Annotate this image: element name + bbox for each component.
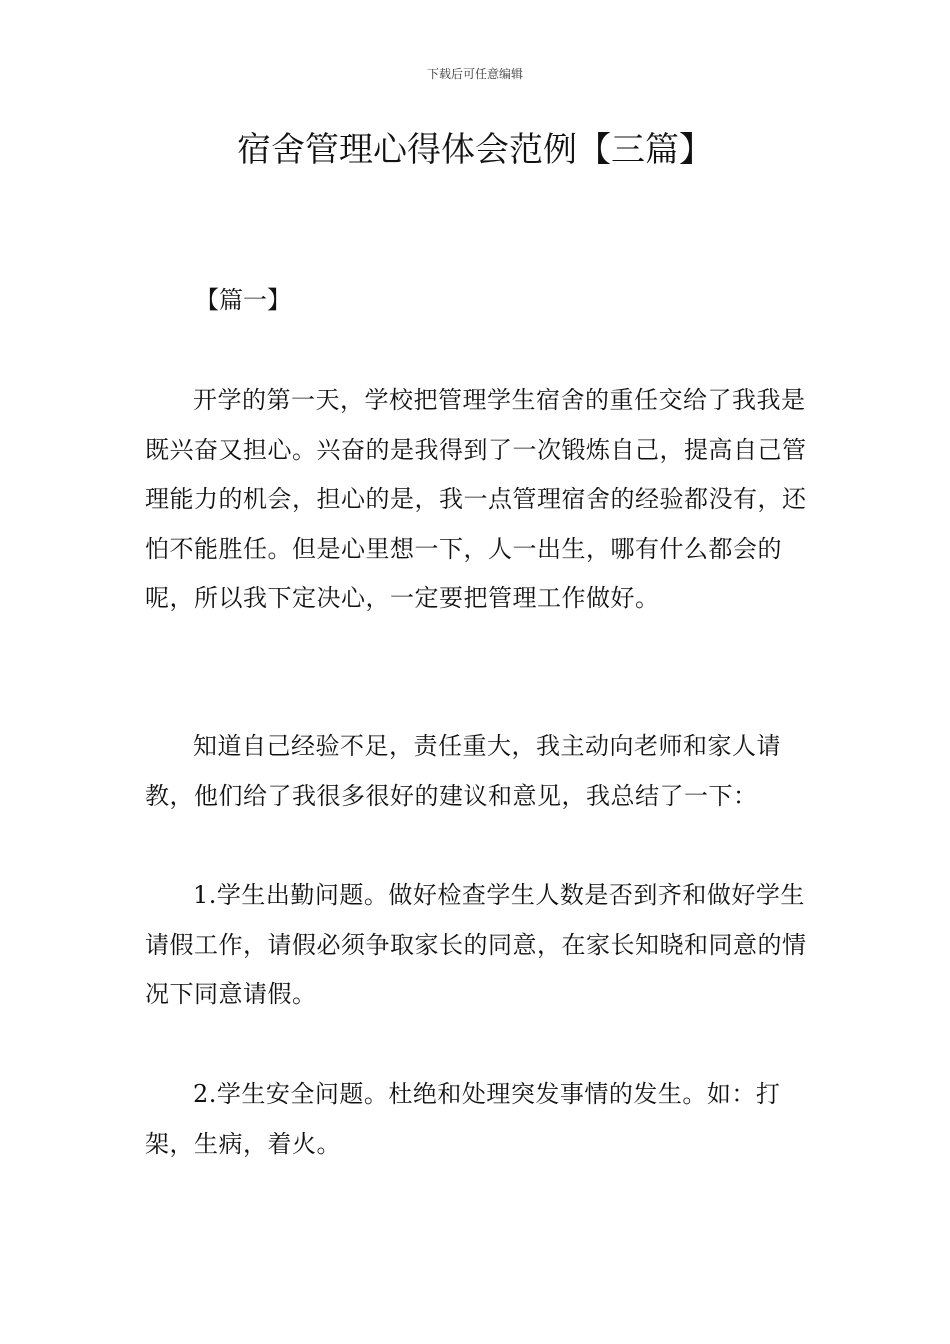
list-item-paragraph: 1.学生出勤问题。做好检查学生人数是否到齐和做好学生请假工作，请假必须争取家长的同意，在家长知晓和同意的情况下同意请假。 — [145, 881, 807, 1008]
document-title: 宿舍管理心得体会范例【三篇】 — [237, 130, 713, 170]
paragraph: 知道自己经验不足，责任重大，我主动向老师和家人请教，他们给了我很多很好的建议和意见，我总结了一下： — [145, 732, 781, 810]
paragraph: 开学的第一天，学校把管理学生宿舍的重任交给了我我是既兴奋又担心。兴奋的是我得到了一次锻炼自己，提高自己管理能力的机会，担心的是，我一点管理宿舍的经验都没有，还怕不能胜任。但是心里想一下，人一出生，哪有什么都会的呢，所以我下定决心，一定要把管理工作做好。 — [145, 386, 807, 612]
list-item-paragraph: 2.学生安全问题。杜绝和处理突发事情的发生。如：打架，生病，着火。 — [145, 1080, 781, 1158]
section-heading: 【篇一】 — [195, 286, 291, 314]
header-note: 下载后可任意编辑 — [426, 67, 523, 81]
